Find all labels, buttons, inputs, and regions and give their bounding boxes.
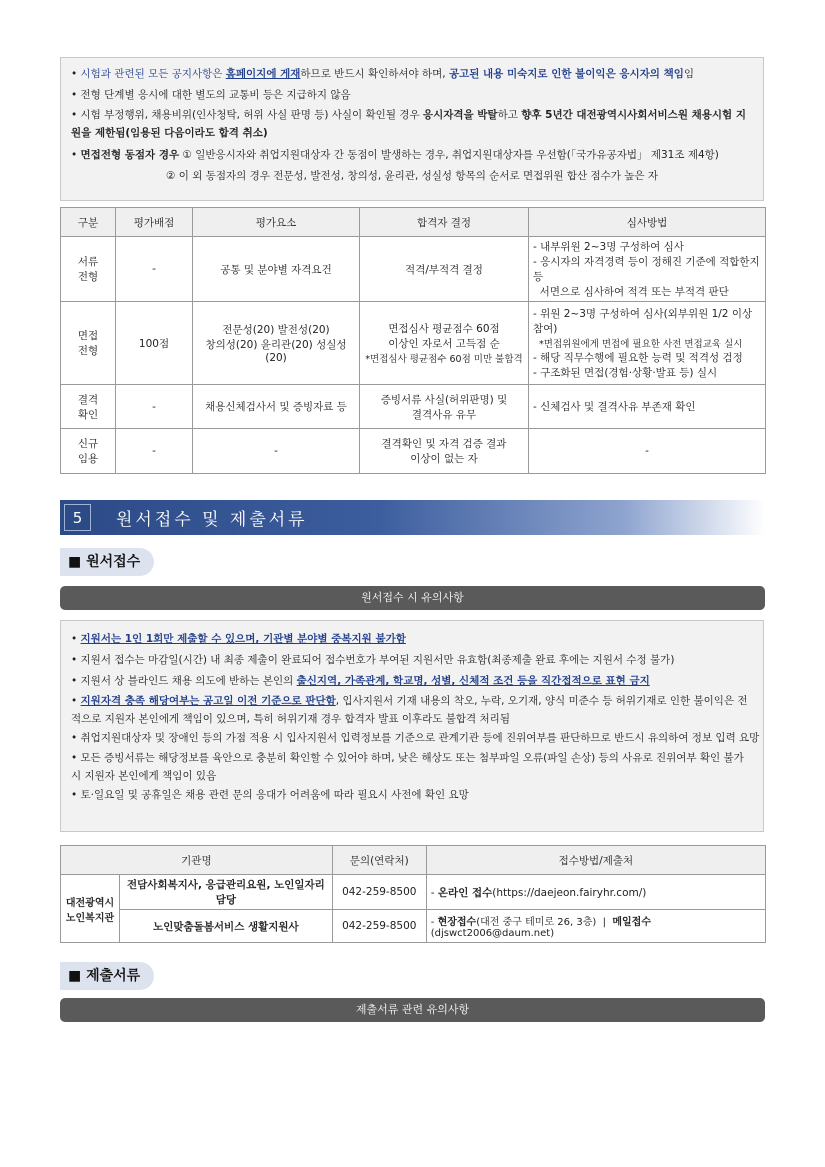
app-line-2: • 지원서 접수는 마감일(시간) 내 최종 제출이 완료되어 접수번호가 부여된 지원서만 유효함(최종제출 완료 후에는 지원서 수정 불가)	[71, 654, 675, 666]
col-header: 평가배점	[116, 208, 193, 237]
col-header: 기관명	[61, 846, 333, 875]
evaluation-table	[60, 207, 766, 474]
app-line-3: • 지원서 상 블라인드 채용 의도에 반하는 본인의 출신지역, 가족관계, 학교명, 성별, 신체적 조건 등을 직간접적으로 표현 금지	[71, 675, 650, 687]
decision-cell: 면접심사 평균점수 60점 이상인 자로서 고득점 순 *면접심사 평균점수 60점 미만 불합격	[360, 302, 529, 385]
method-cell: -	[529, 429, 766, 474]
table-row	[61, 875, 766, 910]
phone-cell: 042-259-8500	[332, 910, 426, 943]
score-cell: -	[116, 237, 193, 302]
app-line-1: • 지원서는 1인 1회만 제출할 수 있으며, 기관별 분야별 중복지원 불가함	[71, 633, 406, 645]
app-line-7: • 토·일요일 및 공휴일은 채용 관련 문의 응대가 어려움에 따라 필요시 사전에 확인 요망	[71, 789, 469, 801]
decision-cell: 결격확인 및 자격 검증 결과 이상이 없는 자	[360, 429, 529, 474]
subheading-documents: ■ 제출서류	[60, 962, 154, 990]
notice-box-application	[60, 620, 764, 832]
table-row	[61, 385, 766, 429]
decision-cell: 증빙서류 사실(허위판명) 및 결격사유 유무	[360, 385, 529, 429]
org-cell: 대전광역시 노인복지관	[61, 875, 120, 943]
stage-cell: 면접 전형	[61, 302, 116, 385]
notice-bar-application: 원서접수 시 유의사항	[60, 586, 765, 610]
table-row	[61, 910, 766, 943]
score-cell: -	[116, 429, 193, 474]
stage-cell: 서류 전형	[61, 237, 116, 302]
elements-cell: 채용신체검사서 및 증빙자료 등	[193, 385, 360, 429]
method-cell: - 위원 2~3명 구성하여 심사(외부위원 1/2 이상 참여) *면접위원에게 면접에 필요한 사전 면접교육 실시 - 해당 직무수행에 필요한 능력 및 적격성 검정 - 구조화된 면접(경험·상황·발표 등) 실시	[529, 302, 766, 385]
stage-cell: 신규 임용	[61, 429, 116, 474]
notice-line-3: • 시험 부정행위, 채용비위(인사청탁, 허위 사실 판명 등) 사실이 확인될 경우 응시자격을 박탈하고 향후 5년간 대전광역시사회서비스원 채용시험 지원을 제한됨(임용된 다음이라도 합격 취소)	[71, 109, 746, 139]
app-line-4: • 지원자격 충족 해당여부는 공고일 이전 기준으로 판단함, 입사지원서 기재 내용의 착오, 누락, 오기재, 양식 미준수 등 허위기재로 인한 불이익은 전적으로 지원자 본인에게 책임이 있으며, 특히 허위기재 경우 합격자 발표 이후라도 불합격 처리됨	[71, 695, 748, 725]
notice-box-exam	[60, 57, 764, 201]
elements-cell: 전문성(20) 발전성(20) 창의성(20) 윤리관(20) 성실성(20)	[193, 302, 360, 385]
notice-line-1: • 시험과 관련된 모든 공지사항은 홈페이지에 게재하므로 반드시 확인하셔야 하며, 공고된 내용 미숙지로 인한 불이익은 응시자의 책임임	[71, 68, 695, 80]
col-header: 평가요소	[193, 208, 360, 237]
method-cell: - 온라인 접수(https://daejeon.fairyhr.com/)	[426, 875, 765, 910]
elements-cell: 공통 및 분야별 자격요건	[193, 237, 360, 302]
app-line-6: • 모든 증빙서류는 해당정보를 육안으로 충분히 확인할 수 있어야 하며, 낮은 해상도 또는 첨부파일 오류(파일 손상) 등의 사유로 진위여부 확인 불가 시 지원자 본인에게 책임이 있음	[71, 752, 744, 782]
notice-line-2: • 전형 단계별 응시에 대한 별도의 교통비 등은 지급하지 않음	[71, 89, 351, 101]
elements-cell: -	[193, 429, 360, 474]
score-cell: 100점	[116, 302, 193, 385]
dept-cell: 노인맞춤돌봄서비스 생활지원사	[120, 910, 333, 943]
dept-cell: 전담사회복지사, 응급관리요원, 노인일자리담당	[120, 875, 333, 910]
table-header-row	[61, 846, 766, 875]
col-header: 문의(연락처)	[332, 846, 426, 875]
table-row	[61, 237, 766, 302]
table-header-row	[61, 208, 766, 237]
col-header: 심사방법	[529, 208, 766, 237]
subheading-application: ■ 원서접수	[60, 548, 154, 576]
app-line-5: • 취업지원대상자 및 장애인 등의 가점 적용 시 입사지원서 입력정보를 기준으로 관계기관 등에 진위여부를 판단하므로 반드시 유의하여 정보 입력 요망	[71, 732, 760, 744]
col-header: 접수방법/제출처	[426, 846, 765, 875]
table-row	[61, 429, 766, 474]
score-cell: -	[116, 385, 193, 429]
col-header: 합격자 결정	[360, 208, 529, 237]
phone-cell: 042-259-8500	[332, 875, 426, 910]
section-title: 원서접수 및 제출서류	[116, 510, 308, 530]
section-banner	[60, 500, 765, 535]
table-row	[61, 302, 766, 385]
notice-bar-documents: 제출서류 관련 유의사항	[60, 998, 765, 1022]
stage-cell: 결격 확인	[61, 385, 116, 429]
contact-table	[60, 845, 766, 943]
col-header: 구분	[61, 208, 116, 237]
method-cell: - 내부위원 2~3명 구성하여 심사 - 응시자의 자격경력 등이 정해진 기준에 적합한지 등 서면으로 심사하여 적격 또는 부적격 판단	[529, 237, 766, 302]
method-cell: - 현장접수(대전 중구 테미로 26, 3층) | 메일접수(djswct2006@daum.net)	[426, 910, 765, 943]
section-number: 5	[64, 504, 91, 531]
method-cell: - 신체검사 및 결격사유 부존재 확인	[529, 385, 766, 429]
decision-cell: 적격/부적격 결정	[360, 237, 529, 302]
notice-line-5: ② 이 외 동점자의 경우 전문성, 발전성, 창의성, 윤리관, 성실성 항목의 순서로 면접위원 합산 점수가 높은 자	[165, 170, 659, 182]
notice-line-4: • 면접전형 동점자 경우 ① 일반응시자와 취업지원대상자 간 동점이 발생하는 경우, 취업지원대상자를 우선함(「국가유공자법」 제31조 제4항)	[71, 149, 719, 161]
